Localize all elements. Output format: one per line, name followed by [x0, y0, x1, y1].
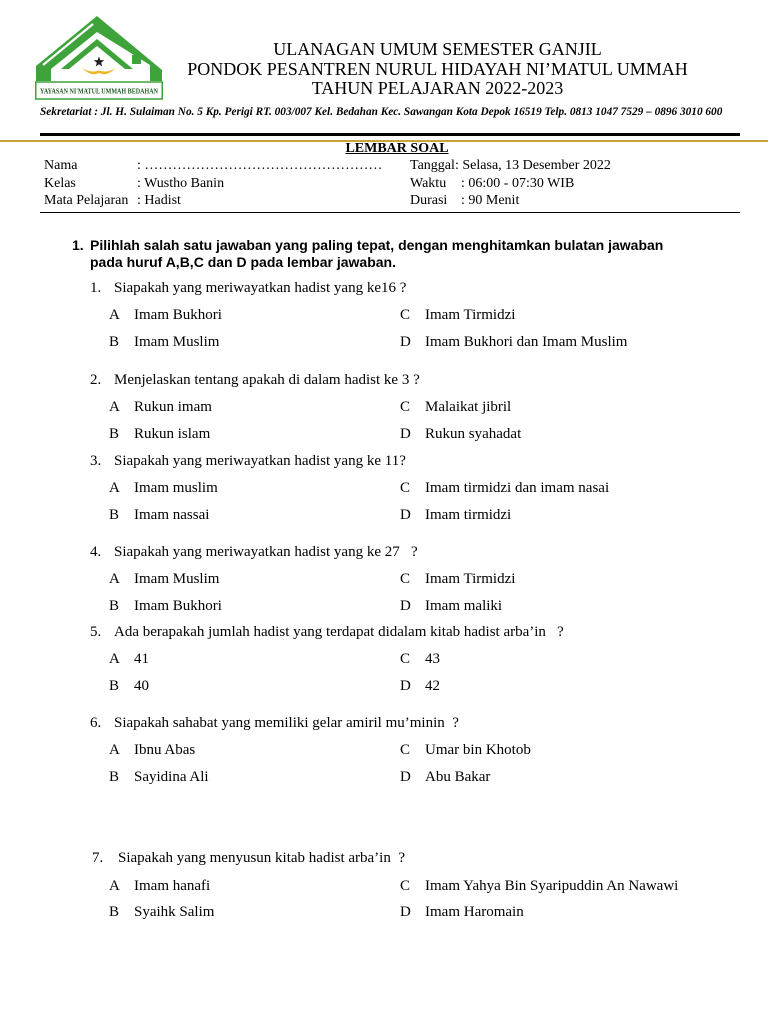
header-rule-thick	[40, 133, 740, 136]
option-text: Ibnu Abas	[134, 742, 196, 758]
option-a	[109, 877, 409, 895]
logo-caption: YAYASAN NI'MATUL UMMAH BEDAHAN	[40, 87, 158, 96]
option-text: Imam tirmidzi dan imam nasai	[425, 480, 610, 496]
option-letter: B	[109, 768, 120, 785]
logo-roof-stripe	[43, 24, 93, 65]
question-number: 6.	[90, 715, 102, 731]
option-text: Syaihk Salim	[134, 903, 215, 920]
school-name: PONDOK PESANTREN NURUL HIDAYAH NI’MATUL UMMAH	[187, 59, 688, 79]
option-letter: C	[400, 307, 411, 323]
option-letter: A	[109, 571, 120, 587]
option-text: Imam Tirmidzi	[425, 307, 516, 323]
logo-graphic	[35, 15, 163, 101]
instruction-number: 1.	[72, 236, 84, 253]
question-text: Siapakah yang meriwayatkan hadist yang ke16 ?	[114, 280, 407, 296]
option-c	[400, 570, 700, 588]
instruction-line-2: pada huruf A,B,C dan D pada lembar jawaban.	[90, 253, 396, 270]
option-text: Imam Muslim	[134, 333, 220, 350]
option-letter: D	[400, 597, 411, 614]
option-text: Imam maliki	[425, 597, 503, 614]
option-text: Rukun islam	[134, 425, 211, 442]
option-letter: A	[109, 480, 120, 496]
option-letter: B	[109, 333, 120, 350]
option-text: Imam Bukhori dan Imam Muslim	[425, 333, 628, 350]
option-text: Imam nassai	[134, 506, 210, 523]
option-letter: A	[109, 651, 120, 667]
option-d	[400, 597, 700, 615]
option-letter: A	[109, 878, 120, 894]
instruction-line-1: Pilihlah salah satu jawaban yang paling tepat, dengan menghitamkan bulatan jawaban	[90, 236, 664, 253]
option-c	[400, 306, 700, 324]
info-label-date: Tanggal	[410, 157, 455, 173]
option-letter: D	[400, 677, 411, 694]
question-text: Siapakah yang meriwayatkan hadist yang ke 11?	[114, 453, 406, 469]
info-value-duration: : 90 Menit	[461, 192, 520, 208]
option-letter: D	[400, 768, 411, 785]
option-a	[109, 650, 409, 668]
question-text: Ada berapakah jumlah hadist yang terdapat didalam kitab hadist arba’in ?	[114, 624, 564, 640]
question-text: Siapakah sahabat yang memiliki gelar amiril mu’minin ?	[114, 715, 459, 731]
info-value-time: : 06:00 - 07:30 WIB	[461, 175, 575, 191]
option-text: Imam muslim	[134, 480, 218, 496]
question-item	[0, 714, 760, 788]
option-text: Abu Bakar	[425, 768, 491, 785]
question-number: 5.	[90, 624, 102, 640]
option-text: Imam Haromain	[425, 903, 524, 920]
question-number: 7.	[92, 850, 104, 866]
option-text: 40	[134, 677, 149, 694]
option-letter: A	[109, 399, 120, 415]
option-text: Imam Yahya Bin Syaripuddin An Nawawi	[425, 878, 679, 894]
question-number: 4.	[90, 544, 102, 560]
option-b	[109, 597, 409, 615]
option-letter: A	[109, 742, 120, 758]
secretariat-address: Sekretariat : Jl. H. Sulaiman No. 5 Kp. Perigi RT. 003/007 Kel. Bedahan Kec. Sawangan Kota Depok 16519 Telp. 0813 1047 7529 – 0896 3010 600	[40, 106, 723, 118]
option-b	[109, 768, 409, 786]
info-value-class: : Wustho Banin	[137, 175, 225, 191]
question-item	[0, 623, 760, 697]
option-d	[400, 506, 700, 524]
question-number: 3.	[90, 453, 102, 469]
question-text: Siapakah yang meriwayatkan hadist yang ke 27 ?	[114, 544, 418, 560]
option-text: Imam Bukhori	[134, 307, 222, 323]
option-c	[400, 479, 700, 497]
question-item	[0, 452, 760, 526]
option-text: Imam Tirmidzi	[425, 571, 516, 587]
option-b	[109, 677, 409, 695]
logo-window	[132, 55, 141, 64]
option-text: Imam tirmidzi	[425, 506, 512, 523]
option-letter: C	[400, 399, 411, 415]
option-letter: D	[400, 903, 411, 920]
option-a	[109, 479, 409, 497]
option-text: Imam Bukhori	[134, 597, 222, 614]
info-rule	[40, 212, 740, 214]
star-icon	[94, 57, 104, 67]
info-value-subject: : Hadist	[137, 192, 181, 208]
question-text: Siapakah yang menyusun kitab hadist arba’in ?	[118, 850, 406, 866]
option-a	[109, 741, 409, 759]
foundation-logo	[35, 15, 163, 101]
option-a	[109, 570, 409, 588]
info-label-name: Nama	[44, 157, 78, 173]
option-letter: B	[109, 597, 120, 614]
option-text: 42	[425, 677, 440, 694]
info-label-subject: Mata Pelajaran	[44, 192, 129, 208]
option-letter: C	[400, 571, 411, 587]
option-b	[109, 425, 409, 443]
info-value-name: : ……………………………………………	[137, 157, 383, 173]
option-text: Imam Muslim	[134, 571, 220, 587]
option-letter: D	[400, 425, 411, 442]
question-text: Menjelaskan tentang apakah di dalam hadist ke 3 ?	[114, 372, 420, 388]
option-d	[400, 677, 700, 695]
option-letter: C	[400, 742, 411, 758]
option-text: Malaikat jibril	[425, 399, 512, 415]
option-b	[109, 333, 409, 351]
question-item	[0, 543, 760, 617]
option-b	[109, 506, 409, 524]
option-text: Rukun imam	[134, 399, 212, 415]
header-titles	[170, 40, 705, 99]
logo-swoosh	[82, 68, 116, 74]
option-c	[400, 741, 700, 759]
option-letter: B	[109, 425, 120, 442]
option-d	[400, 903, 700, 921]
question-number: 2.	[90, 372, 102, 388]
option-d	[400, 768, 700, 786]
question-item	[0, 279, 760, 353]
option-b	[109, 903, 409, 921]
option-text: 43	[425, 651, 440, 667]
option-letter: C	[400, 480, 411, 496]
option-text: Rukun syahadat	[425, 425, 522, 442]
option-letter: C	[400, 651, 411, 667]
option-d	[400, 425, 700, 443]
exam-title: ULANAGAN UMUM SEMESTER GANJIL	[273, 40, 602, 59]
question-number: 1.	[90, 280, 102, 296]
option-text: 41	[134, 651, 149, 667]
option-text: Sayidina Ali	[134, 768, 209, 785]
option-letter: B	[109, 677, 120, 694]
academic-year: TAHUN PELAJARAN 2022-2023	[311, 79, 564, 98]
option-letter: C	[400, 878, 411, 894]
question-item	[0, 371, 760, 445]
sheet-title: LEMBAR SOAL	[345, 141, 449, 156]
option-c	[400, 650, 700, 668]
question-item	[0, 849, 760, 923]
info-label-time: Waktu	[410, 175, 447, 191]
instruction-text	[90, 237, 750, 271]
option-letter: D	[400, 333, 411, 350]
option-letter: D	[400, 506, 411, 523]
info-label-class: Kelas	[44, 175, 76, 191]
option-letter: B	[109, 506, 120, 523]
option-text: Imam hanafi	[134, 878, 211, 894]
option-d	[400, 333, 700, 351]
option-c	[400, 398, 700, 416]
option-letter: A	[109, 307, 120, 323]
option-c	[400, 877, 700, 895]
option-a	[109, 398, 409, 416]
option-letter: B	[109, 903, 120, 920]
info-label-duration: Durasi	[410, 192, 448, 208]
option-a	[109, 306, 409, 324]
info-value-date: : Selasa, 13 Desember 2022	[455, 157, 611, 173]
option-text: Umar bin Khotob	[425, 742, 531, 758]
